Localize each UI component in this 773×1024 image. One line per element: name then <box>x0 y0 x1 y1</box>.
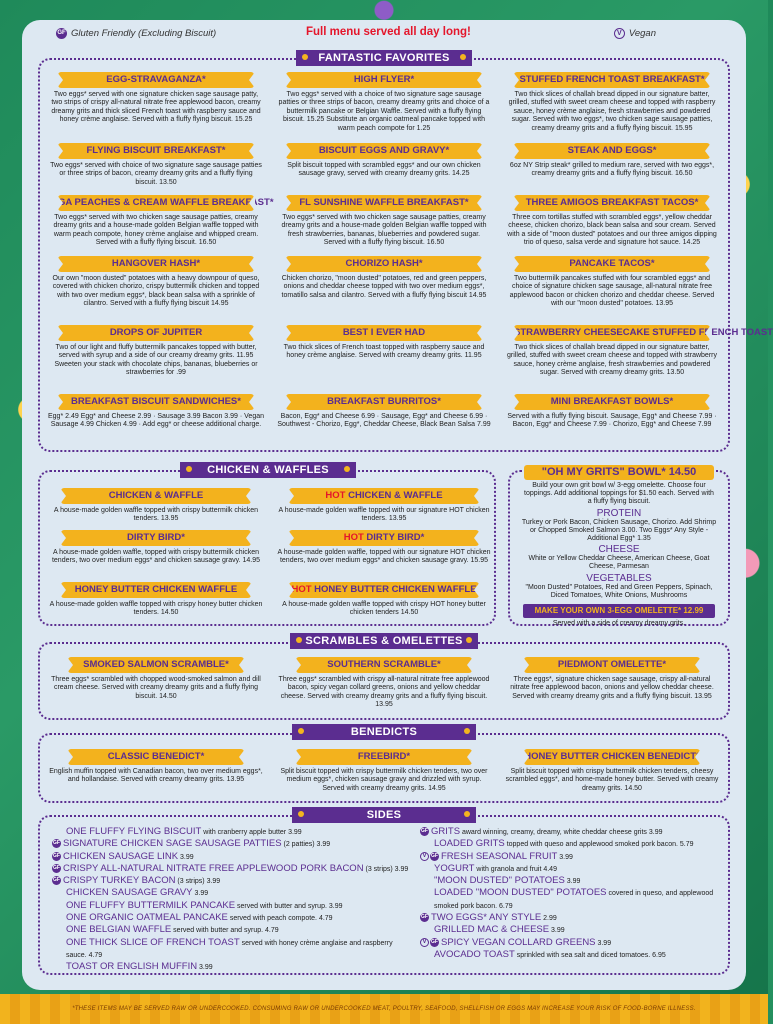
menu-item-title <box>514 394 710 410</box>
menu-item-description: Egg* 2.49 Egg* and Cheese 2.99 · Sausage 3.99 Bacon 3.99 · Vegan Sausage 4.99 Chicken 4.99 · Add egg* or cheese additional charge. <box>48 413 264 429</box>
menu-item-description: Two of our light and fluffy buttermilk pancakes topped with butter, served with syrup and a side of our creamy dreamy grits. 11.95 Sweeten your stack with chocolate chips, bananas, blueberries or strawberries for .99 <box>54 344 258 377</box>
menu-item-flying-biscuit-breakfast <box>48 143 264 187</box>
menu-item-name: DIRTY BIRD* <box>366 532 425 543</box>
menu-item-name: FL SUNSHINE WAFFLE BREAKFAST* <box>299 197 469 208</box>
menu-item-name: MINI BREAKFAST BOWLS* <box>550 396 674 407</box>
menu-item-description: Two eggs* served with a choice of two signature sage sausage patties or three strips of bacon, creamy dreamy grits and choice of a buttermilk pancake or Belgian Waffle. Served with a fluffy flying biscuit. 15.25 Substitute an organic oatmeal pancake topped with warm peach compote for 1.25 <box>278 91 490 132</box>
sides-left-column <box>52 826 412 974</box>
menu-item-description: Two thick slices of challah bread dipped in our signature batter, grilled, stuffed with sweet cream cheese and topped with raspberry sauce, honey crème anglaise, fresh strawberries and powdered sugar. Served with two eggs*, two chicken sage sausage patties, creamy dreamy grits and a fluffy flying biscuit. 15.95 <box>508 91 716 132</box>
gluten-friendly-icon: GF <box>56 28 67 39</box>
menu-item-hangover-hash <box>48 256 264 309</box>
menu-item-name: BISCUIT EGGS AND GRAVY* <box>318 145 450 156</box>
menu-item-description: Our own "moon dusted" potatoes with a heavy downpour of queso, covered with chicken chorizo, crispy buttermilk chicken and topped with two over medium eggs*, black bean salsa with a sprinkle of cilantro. Served with a fluffy flying biscuit 14.95 <box>52 275 260 308</box>
menu-item-title <box>514 325 773 341</box>
menu-item-description: Three eggs*, signature chicken sage sausage, crispy all-natural nitrate free applewood bacon, onions and yellow cheddar cheese. Served with creamy dreamy grits and a fluffy flying biscuit. 13.95 <box>510 676 714 700</box>
side-item <box>420 949 720 961</box>
menu-item-title <box>286 256 482 272</box>
side-item <box>420 826 720 838</box>
food-safety-disclaimer: *THESE ITEMS MAY BE SERVED RAW OR UNDERCOOKED. CONSUMING RAW OR UNDERCOOKED MEAT, POULTRY, SEAFOOD, SHELLFISH OR EGGS MAY INCREASE YOUR RISK OF FOOD-BORNE ILLNESS. <box>72 1006 696 1012</box>
menu-item-title <box>58 256 254 272</box>
favorites-banner: FANTASTIC FAVORITES <box>296 50 472 66</box>
menu-item-strawberry-cheesecake-stuffed-french-toast <box>504 325 773 378</box>
menu-item-biscuit-eggs-and-gravy <box>276 143 492 179</box>
side-item-name: ONE FLUFFY BUTTERMILK PANCAKE <box>66 899 236 911</box>
side-item <box>420 912 720 924</box>
menu-item-title <box>58 72 254 88</box>
cheese-options: White or Yellow Cheddar Cheese, American Cheese, Goat Cheese, Parmesan <box>528 555 710 571</box>
menu-item-description: Two buttermilk pancakes stuffed with four scrambled eggs* and choice of signature chicken sage sausage, all-natural nitrate free applewood bacon or chicken chorizo and cheddar cheese. Served with our "moon dusted" potatoes. 13.95 <box>509 275 715 308</box>
menu-item-honey-butter-chicken-benedict <box>504 749 720 793</box>
menu-item-name: BREAKFAST BURRITOS* <box>327 396 441 407</box>
gluten-friendly-icon: GF <box>53 852 60 859</box>
menu-item-name: CLASSIC BENEDICT* <box>107 751 205 762</box>
side-item <box>52 900 412 912</box>
menu-item-name: SMOKED SALMON SCRAMBLE* <box>83 659 229 670</box>
menu-item-high-flyer <box>276 72 492 133</box>
side-item-name: GRILLED MAC & CHEESE <box>434 924 550 936</box>
hot-label: HOT <box>291 584 315 595</box>
menu-item-description: Served with a fluffy flying biscuit. Sausage, Egg* and Cheese 7.99 · Bacon, Egg* and Cheese 7.99 · Chorizo, Egg* and Cheese 7.99 <box>507 413 717 429</box>
menu-item-chicken-waffle <box>48 488 264 524</box>
protein-heading: PROTEIN <box>596 507 642 519</box>
menu-item-title <box>286 325 482 341</box>
menu-item-name: STUFFED FRENCH TOAST BREAKFAST* <box>519 74 705 85</box>
side-item <box>52 887 412 899</box>
header-row <box>56 28 716 42</box>
menu-item-description: Two thick slices of French toast topped with raspberry sauce and honey crème anglaise. Served with creamy dreamy grits. 11.95 <box>283 344 485 360</box>
side-item-name: LOADED "MOON DUSTED" POTATOES <box>434 887 607 899</box>
side-item <box>420 875 720 887</box>
menu-item-name: PANCAKE TACOS* <box>569 258 655 269</box>
side-item-name: GRITS <box>431 826 461 837</box>
menu-item-name: CHORIZO HASH* <box>345 258 423 269</box>
menu-item-chorizo-hash <box>276 256 492 300</box>
side-item-name: ONE THICK SLICE OF FRENCH TOAST <box>66 936 240 948</box>
side-item-detail: 2.99 <box>541 915 557 923</box>
menu-item-title <box>61 582 251 598</box>
side-item-name: CRISPY ALL-NATURAL NITRATE FREE APPLEWOOD PORK BACON <box>63 862 364 874</box>
menu-item-description: Two eggs* served with choice of two signature sage sausage patties or three strips of bacon, creamy dreamy grits and a fluffy flying biscuit. 13.50 <box>50 162 262 186</box>
side-item-detail: with cranberry apple butter 3.99 <box>201 829 302 836</box>
menu-item-description: Split biscuit topped with scrambled eggs* and our own chicken sausage gravy, served with creamy dreamy grits. 14.25 <box>287 162 481 178</box>
protein-options: Turkey or Pork Bacon, Chicken Sausage, Chorizo. Add Shrimp or Chopped Smoked Salmon 3.00. Two Eggs* Any Style - Additional Egg* 1.35 <box>521 518 717 543</box>
side-item-detail: 3.99 <box>557 853 573 861</box>
gluten-friendly-note <box>56 28 216 39</box>
menu-item-name: EGG-STRAVAGANZA* <box>106 74 206 85</box>
menu-item-drops-of-jupiter <box>48 325 264 378</box>
menu-item-name: STEAK AND EGGS* <box>567 145 657 156</box>
side-item-name: SPICY VEGAN COLLARD GREENS <box>441 936 596 948</box>
side-item <box>52 961 412 973</box>
menu-item-title <box>514 256 710 272</box>
menu-item-stuffed-french-toast-breakfast <box>504 72 720 133</box>
menu-item-description: A house-made golden waffle topped with crispy honey butter chicken tenders. 14.50 <box>49 601 263 617</box>
gluten-friendly-icon: GF <box>431 852 438 859</box>
side-item-name: CHICKEN SAUSAGE GRAVY <box>66 887 193 899</box>
gluten-friendly-icon: GF <box>421 914 428 921</box>
menu-item-description: Two eggs* served with one signature chicken sage sausage patty, two strips of crispy all-natural nitrate free applewood bacon, creamy dreamy grits and thick sliced French toast with raspberry sauce and honey crème anglaise. Served with a fluffy flying biscuit. 15.25 <box>51 91 261 124</box>
gluten-friendly-icon: GF <box>53 840 60 847</box>
menu-item-egg-stravaganza <box>48 72 264 125</box>
menu-item-name: FLYING BISCUIT BREAKFAST* <box>86 145 226 156</box>
side-item-name: CHICKEN SAUSAGE LINK <box>63 850 179 862</box>
side-item <box>420 851 720 863</box>
menu-item-title <box>286 143 482 159</box>
menu-item-three-amigos-breakfast-tacos <box>504 195 720 248</box>
menu-item-hot-chicken-waffle <box>276 488 492 524</box>
side-item-name: CRISPY TURKEY BACON <box>63 875 176 887</box>
side-item-detail: sprinkled with sea salt and diced tomatoes. 6.95 <box>514 951 666 959</box>
menu-item-name: BEST I EVER HAD <box>342 327 426 338</box>
menu-item-steak-and-eggs <box>504 143 720 179</box>
side-item <box>52 826 412 838</box>
menu-item-description: English muffin topped with Canadian bacon, two over medium eggs*, and hollandaise. Served with creamy dreamy grits. 13.95 <box>49 768 263 784</box>
gluten-friendly-icon: GF <box>53 864 60 871</box>
side-item <box>52 875 412 887</box>
menu-item-description: A house-made golden waffle topped with crispy buttermilk chicken tenders. 13.95 <box>53 507 259 523</box>
cheese-heading: CHEESE <box>598 544 640 556</box>
menu-item-name: HONEY BUTTER CHICKEN WAFFLE <box>314 584 477 595</box>
menu-item-title <box>289 488 479 504</box>
side-item-name: ONE BELGIAN WAFFLE <box>66 924 172 936</box>
side-item-detail: 3.99 <box>595 939 612 947</box>
side-item-name: FRESH SEASONAL FRUIT <box>441 850 558 862</box>
vegan-icon: V <box>420 852 429 861</box>
menu-item-ga-peaches-cream-waffle-breakfast <box>48 195 274 248</box>
menu-item-description: A house-made golden waffle topped with crispy HOT honey butter chicken tenders 14.50 <box>282 601 486 617</box>
menu-item-title <box>296 657 472 673</box>
side-item-name: ONE ORGANIC OATMEAL PANCAKE <box>66 912 228 924</box>
menu-item-hot-honey-butter-chicken-waffle <box>276 582 492 618</box>
side-item-detail: 3.99 <box>549 927 565 935</box>
side-item-detail: (3 strips) 3.99 <box>175 878 221 886</box>
menu-item-name: HONEY BUTTER CHICKEN WAFFLE <box>74 584 238 595</box>
benedicts-banner: BENEDICTS <box>292 724 476 740</box>
footer-band <box>0 994 768 1024</box>
scrambles-banner: SCRAMBLES & OMELETTES <box>290 633 478 649</box>
grits-bowl-title: "OH MY GRITS" BOWL* 14.50 <box>524 465 714 480</box>
side-item <box>420 863 720 875</box>
gluten-friendly-icon: GF <box>431 938 438 945</box>
hot-label: HOT <box>325 490 349 501</box>
menu-item-title <box>289 530 479 546</box>
side-item-detail: (2 patties) 3.99 <box>281 841 331 849</box>
menu-item-southern-scramble <box>276 657 492 710</box>
menu-item-name: PIEDMONT OMELETTE* <box>557 659 667 670</box>
menu-item-title <box>68 657 244 673</box>
grits-bowl-panel <box>508 462 730 632</box>
side-item-name: TWO EGGS* ANY STYLE <box>431 912 542 924</box>
menu-item-freebird <box>276 749 492 793</box>
menu-item-name: CHICKEN & WAFFLE <box>348 490 443 501</box>
menu-item-title <box>524 749 700 765</box>
menu-item-name: DIRTY BIRD* <box>127 532 185 543</box>
menu-item-name: FREEBIRD* <box>357 751 411 762</box>
menu-item-dirty-bird <box>48 530 264 566</box>
menu-item-name: GA PEACHES & CREAM WAFFLE BREAKFAST* <box>58 197 274 208</box>
menu-item-title <box>58 394 254 410</box>
menu-item-name: HONEY BUTTER CHICKEN BENEDICT* <box>524 751 700 762</box>
menu-item-description: A house-made golden waffle topped with our signature HOT chicken tenders. 13.95 <box>278 507 490 523</box>
side-item-detail: 3.99 <box>178 853 194 861</box>
side-item-detail: 3.99 <box>197 964 213 972</box>
menu-item-title <box>289 582 479 598</box>
side-item <box>52 838 412 850</box>
side-item-detail: award winning, creamy, dreamy, white cheddar cheese grits 3.99 <box>460 829 663 836</box>
menu-item-title <box>286 195 482 211</box>
side-item-name: SIGNATURE CHICKEN SAGE SAUSAGE PATTIES <box>63 838 282 850</box>
vegan-icon: V <box>420 938 429 947</box>
vegan-text: Vegan <box>628 28 656 40</box>
menu-item-title <box>61 530 251 546</box>
menu-item-description: Split biscuit topped with crispy buttermilk chicken tenders, cheesy scrambled eggs*, and home-made honey butter. Served with creamy dreamy grits. 14.50 <box>505 768 719 792</box>
grits-intro: Build your own grit bowl w/ 3-egg omelette. Choose four toppings. Add additional toppings for $1.50 each. Served with a fluffy flying biscuit. <box>524 482 714 506</box>
side-item-detail: 3.99 <box>192 890 209 898</box>
menu-item-name: CHICKEN & WAFFLE <box>108 490 204 501</box>
menu-item-name: HIGH FLYER* <box>353 74 415 85</box>
menu-item-piedmont-omelette <box>504 657 720 701</box>
side-item-name: TOAST OR ENGLISH MUFFIN <box>66 961 198 973</box>
menu-item-name: STRAWBERRY CHEESECAKE STUFFED FRENCH TOAST <box>514 327 773 338</box>
side-item-detail: (3 strips) 3.99 <box>363 865 409 873</box>
menu-item-breakfast-burritos <box>276 394 492 430</box>
menu-item-description: Three corn tortillas stuffed with scrambled eggs*, yellow cheddar cheese, chicken chorizo, black bean salsa and sour cream. Served with a side of "moon dusted" potatoes and our three amigos dipping trio of queso, salsa verde and signature hot sauce. 14.25 <box>507 214 717 247</box>
menu-item-title <box>296 749 472 765</box>
menu-item-description: 6oz NY Strip steak* grilled to medium rare, served with two eggs*, creamy dreamy grits and a fluffy flying biscuit. 16.50 <box>509 162 715 178</box>
menu-item-smoked-salmon-scramble <box>48 657 264 701</box>
menu-item-name: HANGOVER HASH* <box>111 258 201 269</box>
side-item-name: LOADED GRITS <box>434 838 505 850</box>
side-item <box>420 924 720 936</box>
vegetables-heading: VEGETABLES <box>586 572 652 584</box>
side-item <box>52 863 412 875</box>
menu-item-description: Two eggs* served with two chicken sage sausage patties, creamy dreamy grits and a house-made golden Belgian waffle topped with fresh strawberries, bananas, blueberries and powdered sugar. Served with a fluffy flying biscuit. 16.50 <box>281 214 487 247</box>
menu-item-description: Two thick slices of challah bread dipped in our signature batter, grilled, stuffed with sweet cream cheese and topped with strawberry sauce, honey crème anglaise, fresh strawberries and powdered sugar. Served with creamy dreamy grits. 13.50 <box>507 344 717 377</box>
menu-item-description: Three eggs* scrambled with crispy all-natural nitrate free applewood bacon, spicy vegan collard greens, onions and yellow cheddar cheese. Served with creamy dreamy grits and a fluffy flying biscuit. 13.95 <box>278 676 490 709</box>
chicken-banner: CHICKEN & WAFFLES <box>180 462 356 478</box>
side-item-detail: with granola and fruit 4.49 <box>474 865 557 873</box>
menu-item-description: Two eggs* served with two chicken sage sausage patties, creamy dreamy grits and a house-made golden Belgian waffle topped with warm peach compote, honey crème anglaise and whipped cream. Served with a fluffy flying biscuit. 16.50 <box>53 214 259 247</box>
side-item-detail: topped with queso and applewood smoked pork bacon. 5.79 <box>504 841 694 849</box>
make-your-own-omelette: MAKE YOUR OWN 3-EGG OMELETTE* 12.99 <box>523 604 716 618</box>
omelette-desc: Served with a side of creamy dreamy grits. <box>552 620 686 628</box>
menu-item-title <box>286 72 482 88</box>
side-item <box>420 937 720 949</box>
vegetable-options: "Moon Dusted" Potatoes, Red and Green Peppers, Spinach, Diced Tomatoes, White Onions, Mushrooms <box>525 583 713 599</box>
side-item <box>420 887 720 912</box>
gluten-friendly-text: Gluten Friendly (Excluding Biscuit) <box>71 28 217 40</box>
side-item-name: "MOON DUSTED" POTATOES <box>434 875 565 887</box>
menu-item-fl-sunshine-waffle-breakfast <box>276 195 492 248</box>
side-item <box>52 851 412 863</box>
menu-item-title <box>286 394 482 410</box>
menu-item-description: Three eggs* scrambled with chopped wood-smoked salmon and dill cream cheese. Served with creamy dreamy grits and a fluffy flying biscuit. 14.50 <box>51 676 261 700</box>
menu-item-title <box>58 195 274 211</box>
menu-item-title <box>58 325 254 341</box>
vegan-note <box>614 28 656 39</box>
menu-item-name: DROPS OF JUPITER <box>109 327 203 338</box>
menu-item-best-i-ever-had <box>276 325 492 361</box>
menu-item-name: SOUTHERN SCRAMBLE* <box>327 659 441 670</box>
menu-item-hot-dirty-bird <box>276 530 492 566</box>
side-item <box>420 838 720 850</box>
side-item <box>52 937 412 962</box>
menu-item-name: THREE AMIGOS BREAKFAST TACOS* <box>525 197 699 208</box>
side-item-detail: covered in queso, and applewood smoked pork bacon. 6.79 <box>434 890 714 910</box>
menu-item-classic-benedict <box>48 749 264 785</box>
menu-item-description: Split biscuit topped with crispy buttermilk chicken tenders, two over medium eggs*, chicken sausage gravy and drizzled with syrup. Served with creamy dreamy grits. 14.95 <box>280 768 488 792</box>
gluten-friendly-icon: GF <box>421 827 428 834</box>
menu-item-description: A house-made golden waffle, topped with crispy buttermilk chicken tenders, two over medium eggs* and chicken sausage gravy. 14.95 <box>51 549 261 565</box>
menu-item-title <box>61 488 251 504</box>
menu-item-pancake-tacos <box>504 256 720 309</box>
side-item-detail: served with butter and syrup. 4.79 <box>171 927 279 935</box>
vegan-icon: V <box>614 28 625 39</box>
menu-item-honey-butter-chicken-waffle <box>48 582 264 618</box>
menu-item-description: Bacon, Egg* and Cheese 6.99 · Sausage, Egg* and Cheese 6.99 · Southwest - Chorizo, Egg*, Cheddar Cheese, Black Bean Salsa 7.99 <box>277 413 491 429</box>
gluten-friendly-icon: GF <box>53 877 60 884</box>
side-item-name: ONE FLUFFY FLYING BISCUIT <box>66 826 202 837</box>
menu-item-description: A house-made golden waffle, topped with our signature HOT chicken tenders, two over medium eggs* and chicken sausage gravy. 15.95 <box>277 549 491 565</box>
side-item-detail: served with peach compote. 4.79 <box>227 915 333 923</box>
menu-item-description: Chicken chorizo, "moon dusted" potatoes, red and green peppers, onions and cheddar cheese topped with two over medium eggs*, tomatillo salsa and cilantro. Served with a fluffy flying biscuit 14.95 <box>281 275 487 299</box>
side-item <box>52 912 412 924</box>
menu-item-title <box>68 749 244 765</box>
side-item-detail: 3.99 <box>564 878 581 886</box>
side-item-name: AVOCADO TOAST <box>434 948 515 960</box>
menu-item-title <box>58 143 254 159</box>
sides-banner: SIDES <box>292 807 476 823</box>
hot-label: HOT <box>343 532 367 543</box>
side-item <box>52 924 412 936</box>
menu-item-title <box>514 72 710 88</box>
menu-item-title <box>514 143 710 159</box>
menu-item-title <box>524 657 700 673</box>
menu-item-title <box>514 195 710 211</box>
menu-item-name: BREAKFAST BISCUIT SANDWICHES* <box>71 396 241 407</box>
side-item-detail: served with honey crème anglaise and raspberry sauce. 4.79 <box>66 939 393 959</box>
menu-item-mini-breakfast-bowls <box>504 394 720 430</box>
sides-right-column <box>420 826 720 961</box>
side-item-detail: served with butter and syrup. 3.99 <box>235 902 343 910</box>
menu-tagline: Full menu served all day long! <box>306 26 471 38</box>
menu-item-breakfast-biscuit-sandwiches <box>48 394 264 430</box>
side-item-name: YOGURT <box>434 862 475 874</box>
